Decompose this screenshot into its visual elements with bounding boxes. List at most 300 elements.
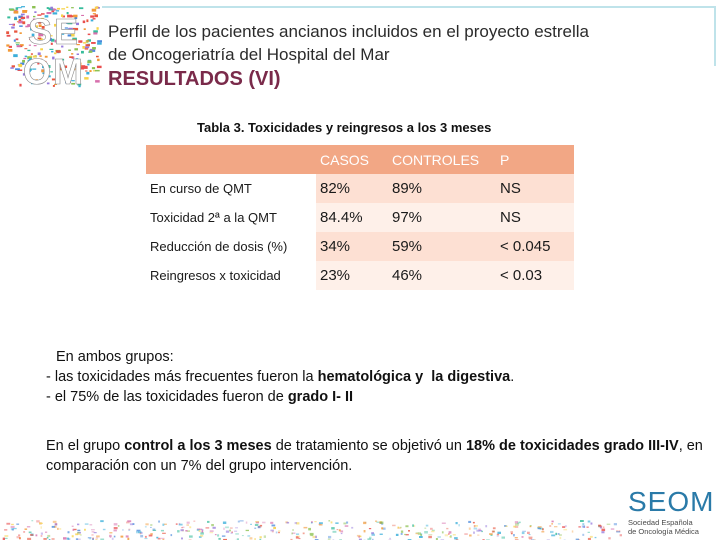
band-speck [431, 531, 434, 533]
band-speck [181, 529, 184, 531]
band-speck [591, 523, 593, 525]
band-speck [96, 535, 100, 537]
mosaic-tile [97, 59, 100, 61]
band-speck [92, 531, 95, 533]
band-speck [380, 522, 384, 524]
band-speck [53, 521, 57, 523]
band-speck [442, 523, 446, 524]
mosaic-tile [10, 67, 14, 69]
band-speck [446, 528, 448, 529]
cell-casos: 23% [316, 261, 388, 290]
row-label: Toxicidad 2ª a la QMT [146, 203, 316, 232]
band-speck [199, 530, 201, 532]
band-speck [210, 530, 214, 531]
band-speck [235, 533, 239, 534]
band-speck [328, 536, 331, 538]
band-speck [156, 537, 158, 539]
band-speck [114, 530, 117, 532]
para-text-2: de tratamiento se objetivó un [271, 438, 466, 454]
mosaic-tile [71, 7, 74, 8]
band-speck [602, 529, 606, 532]
mosaic-tile [85, 46, 89, 48]
band-speck [72, 526, 74, 527]
cell-casos: 34% [316, 232, 388, 261]
frame-right-line [714, 6, 716, 66]
band-speck [588, 521, 591, 523]
band-speck [11, 526, 15, 528]
band-speck [231, 532, 233, 534]
band-speck [522, 531, 526, 532]
band-speck [562, 526, 565, 528]
band-speck [339, 529, 341, 531]
band-speck [381, 527, 383, 529]
band-speck [341, 533, 343, 534]
band-speck [476, 530, 479, 532]
band-speck [41, 535, 43, 537]
cell-casos: 82% [316, 174, 388, 203]
bullet-2-text: - el 75% de las toxicidades fueron de [46, 389, 288, 405]
band-speck [469, 528, 471, 530]
results-table [146, 145, 574, 290]
band-speck [473, 532, 475, 534]
band-speck [27, 526, 30, 528]
band-speck [492, 531, 495, 533]
mosaic-tile [96, 56, 99, 58]
band-speck [502, 537, 506, 539]
band-speck [541, 531, 544, 532]
band-speck [96, 538, 98, 539]
mosaic-tile [92, 67, 95, 69]
band-speck [217, 534, 219, 536]
band-speck [328, 520, 330, 521]
band-speck [474, 528, 478, 530]
band-speck [357, 535, 360, 537]
band-speck [137, 530, 141, 532]
band-speck [522, 536, 524, 538]
band-speck [246, 522, 248, 524]
band-speck [114, 523, 118, 525]
mosaic-tile [93, 18, 96, 19]
band-speck [538, 526, 542, 528]
band-speck [127, 520, 131, 522]
band-speck [292, 529, 294, 531]
band-speck [31, 520, 33, 521]
mosaic-tile [20, 32, 22, 34]
band-speck [601, 531, 604, 533]
svg-text:OM: OM [23, 51, 85, 90]
mosaic-tile [86, 44, 91, 46]
mosaic-tile [83, 42, 86, 44]
mosaic-tile [11, 27, 15, 29]
band-speck [193, 521, 195, 522]
band-speck [222, 535, 226, 537]
footer-logo-line-1: Sociedad Española [628, 518, 693, 527]
band-speck [319, 522, 323, 524]
band-speck [88, 537, 92, 538]
band-speck [16, 524, 19, 525]
band-speck [41, 533, 43, 535]
presentation-subtitle [108, 20, 708, 66]
mosaic-tile [87, 64, 89, 66]
band-speck [529, 534, 531, 535]
header-cell-controles: CONTROLES [388, 145, 496, 174]
band-speck [550, 531, 554, 533]
band-speck [47, 537, 49, 538]
mosaic-tile [81, 15, 84, 16]
band-speck [230, 528, 233, 529]
band-speck [144, 538, 147, 539]
band-speck [519, 522, 521, 524]
band-speck [55, 523, 58, 525]
band-speck [345, 525, 349, 527]
mosaic-tile [89, 70, 91, 72]
band-speck [426, 525, 429, 527]
band-speck [200, 532, 204, 534]
mosaic-tile [61, 8, 65, 9]
band-speck [255, 524, 259, 526]
band-speck [109, 532, 112, 533]
band-speck [200, 535, 203, 537]
band-speck [351, 527, 353, 529]
band-speck [278, 530, 280, 532]
band-speck [408, 530, 410, 532]
band-speck [515, 537, 518, 538]
cell-controles: 59% [388, 232, 496, 261]
band-speck [276, 532, 278, 534]
band-speck [77, 530, 80, 532]
band-speck [73, 529, 75, 531]
band-speck [240, 520, 244, 521]
band-speck [513, 526, 515, 528]
notes-intro: En ambos grupos: [56, 349, 174, 365]
cell-controles: 97% [388, 203, 496, 232]
bullet-1-bold-hematologica: hematológica y [317, 369, 424, 385]
cell-p: NS [496, 203, 574, 232]
band-speck [250, 524, 252, 525]
mosaic-tile [90, 15, 94, 17]
band-speck [258, 526, 262, 527]
band-speck [364, 530, 366, 532]
band-speck [372, 534, 376, 536]
mosaic-tile [97, 66, 102, 68]
mosaic-tile [66, 7, 68, 8]
mosaic-tile [85, 48, 89, 49]
band-speck [189, 535, 193, 537]
band-speck [18, 535, 20, 536]
band-speck [77, 532, 80, 533]
mosaic-tile [14, 30, 17, 32]
band-speck [287, 522, 290, 524]
band-speck [616, 531, 620, 532]
notes-block [46, 347, 706, 407]
mosaic-tile [17, 45, 21, 47]
seom-mosaic-logo [6, 6, 102, 90]
band-speck [473, 522, 475, 524]
band-speck [30, 534, 33, 536]
svg-text:SE: SE [27, 11, 81, 52]
mosaic-tile [32, 6, 35, 8]
band-speck [445, 534, 448, 536]
band-speck [145, 526, 147, 527]
band-speck [554, 526, 557, 527]
cell-controles: 46% [388, 261, 496, 290]
mosaic-tile [89, 50, 93, 53]
band-speck [449, 531, 452, 533]
table-row [146, 261, 574, 290]
band-speck [530, 526, 532, 527]
band-speck [340, 530, 343, 532]
para-text-3: , en comparación con un 7% del grupo intervención. [46, 438, 703, 474]
band-speck [121, 536, 124, 538]
mosaic-tile [8, 49, 12, 52]
band-speck [110, 537, 112, 538]
cell-p: < 0.045 [496, 232, 574, 261]
band-speck [428, 536, 432, 538]
mosaic-tile [21, 14, 25, 16]
seom-mosaic-logo-graphic [6, 6, 102, 90]
footer-logo-subtitle [628, 518, 714, 536]
band-speck [29, 532, 32, 534]
band-speck [430, 528, 433, 530]
band-speck [513, 534, 515, 536]
band-speck [72, 535, 74, 537]
band-speck [551, 535, 555, 537]
mosaic-tile [19, 25, 23, 27]
mosaic-tile [95, 7, 98, 9]
band-speck [456, 522, 458, 524]
row-label: Reducción de dosis (%) [146, 232, 316, 261]
band-speck [25, 528, 28, 530]
band-speck [614, 523, 617, 525]
band-speck [389, 538, 391, 540]
band-speck [375, 521, 377, 522]
page-title: RESULTADOS (VI) [108, 68, 281, 90]
subtitle-line-2: de Oncogeriatría del Hospital del Mar [108, 45, 390, 64]
band-speck [225, 527, 229, 529]
band-speck [238, 521, 240, 523]
band-speck [555, 533, 557, 535]
band-speck [210, 532, 214, 533]
band-speck [333, 531, 337, 533]
mosaic-tile [10, 9, 15, 11]
band-speck [582, 525, 585, 527]
band-speck [181, 538, 183, 540]
mosaic-tile [19, 66, 22, 67]
mosaic-tile [86, 41, 89, 42]
band-speck [468, 521, 471, 523]
band-speck [469, 535, 472, 537]
band-speck [254, 528, 256, 529]
band-speck [262, 522, 265, 524]
band-speck [558, 533, 560, 535]
band-speck [603, 527, 605, 528]
band-speck [331, 527, 335, 529]
mosaic-tile [23, 10, 28, 11]
band-speck [587, 526, 589, 528]
band-speck [84, 529, 86, 531]
mosaic-tile [84, 28, 86, 30]
band-speck [206, 527, 210, 528]
decorative-dots-band [0, 510, 720, 540]
band-speck [247, 535, 250, 537]
footer-logo-word: SEOM [628, 486, 715, 517]
band-speck [130, 523, 133, 525]
band-speck [458, 524, 460, 526]
band-speck [68, 531, 70, 533]
band-speck [39, 523, 43, 524]
band-speck [335, 522, 338, 524]
band-speck [122, 529, 124, 530]
mosaic-tile [13, 54, 18, 57]
mosaic-tile [92, 9, 97, 12]
band-speck [114, 527, 118, 529]
band-speck [310, 535, 313, 536]
mosaic-tile [95, 70, 100, 72]
band-speck [229, 530, 231, 532]
mosaic-tile [85, 71, 87, 72]
band-speck [551, 523, 553, 524]
band-speck [179, 524, 183, 526]
band-speck [223, 522, 226, 525]
band-speck [529, 537, 533, 539]
band-speck [404, 534, 406, 535]
band-speck [538, 528, 542, 530]
band-speck [620, 534, 622, 536]
band-speck [149, 535, 153, 537]
band-speck [223, 528, 225, 530]
band-speck [477, 535, 479, 536]
band-speck [511, 533, 513, 535]
para-text-1: En el grupo [46, 438, 125, 454]
band-speck [250, 537, 253, 539]
table-caption: Tabla 3. Toxicidades y reingresos a los 3 meses [197, 120, 492, 135]
mosaic-tile [21, 17, 25, 19]
band-speck [272, 525, 276, 527]
band-speck [608, 537, 610, 539]
band-speck [242, 535, 244, 536]
band-speck [211, 524, 214, 526]
mosaic-tile [93, 13, 96, 14]
band-speck [607, 524, 611, 525]
para-bold-1: control a los 3 meses [124, 438, 272, 454]
band-speck [412, 524, 414, 526]
band-speck [278, 532, 280, 533]
band-speck [189, 526, 191, 528]
mosaic-tile [97, 43, 102, 45]
mosaic-tile [18, 21, 22, 24]
band-speck [150, 527, 152, 528]
band-speck [91, 529, 95, 530]
mosaic-tile [93, 32, 97, 34]
band-speck [246, 530, 249, 531]
band-speck [264, 535, 266, 538]
footer-logo-line-2: de Oncología Médica [628, 527, 699, 536]
band-speck [77, 524, 79, 526]
band-speck [424, 531, 428, 534]
band-speck [522, 532, 525, 534]
band-speck [401, 531, 403, 533]
mosaic-tile [79, 7, 83, 9]
band-speck [489, 533, 493, 535]
band-speck [19, 538, 21, 540]
band-speck [448, 533, 450, 535]
mosaic-tile [88, 34, 91, 36]
mosaic-tile [50, 7, 53, 10]
mosaic-tile [22, 21, 25, 24]
mosaic-tile [93, 30, 98, 32]
seom-footer-logo [628, 488, 714, 536]
band-speck [177, 530, 180, 532]
cell-p: < 0.03 [496, 261, 574, 290]
band-speck [4, 529, 7, 531]
band-speck [529, 538, 532, 539]
band-speck [474, 525, 476, 527]
band-speck [595, 537, 597, 538]
band-speck [213, 527, 216, 529]
band-speck [424, 528, 426, 530]
band-speck [343, 523, 346, 525]
band-speck [369, 528, 371, 529]
mosaic-tile [16, 44, 19, 45]
band-speck [36, 520, 40, 522]
band-speck [128, 530, 130, 531]
mosaic-tile [16, 42, 20, 43]
mosaic-tile [97, 40, 102, 42]
band-speck [176, 523, 178, 524]
frame-top-line [102, 6, 716, 8]
mosaic-tile [12, 65, 15, 67]
band-speck [582, 523, 584, 525]
band-speck [255, 521, 259, 522]
row-label: Reingresos x toxicidad [146, 261, 316, 290]
mosaic-tile [24, 48, 27, 49]
band-speck [41, 526, 43, 528]
band-speck [162, 524, 164, 526]
band-speck [171, 534, 173, 536]
mosaic-tile [21, 6, 25, 7]
band-speck [234, 531, 237, 532]
mosaic-tile [15, 17, 17, 20]
band-speck [11, 528, 13, 530]
mosaic-tile [86, 19, 88, 22]
band-speck [187, 522, 190, 524]
band-speck [454, 537, 458, 539]
cell-casos: 84.4% [316, 203, 388, 232]
band-speck [63, 537, 67, 539]
mosaic-tile [15, 68, 20, 70]
band-speck [582, 534, 584, 536]
band-speck [145, 536, 147, 538]
band-speck [590, 536, 593, 538]
band-speck [497, 532, 501, 534]
band-speck [527, 532, 530, 534]
band-speck [270, 522, 273, 524]
band-speck [331, 521, 333, 523]
para-bold-2: 18% de toxicidades grado III-IV [465, 438, 679, 454]
band-speck [558, 523, 561, 525]
conclusion-paragraph [46, 436, 714, 476]
band-speck [346, 522, 348, 524]
bullet-2-bold: grado I- II [287, 389, 354, 405]
band-speck [114, 536, 116, 538]
band-speck [380, 534, 383, 535]
band-speck [47, 535, 50, 537]
band-speck [296, 534, 299, 535]
header-cell-blank [146, 145, 316, 174]
band-speck [295, 522, 297, 524]
band-speck [90, 524, 93, 525]
band-speck [226, 531, 229, 533]
